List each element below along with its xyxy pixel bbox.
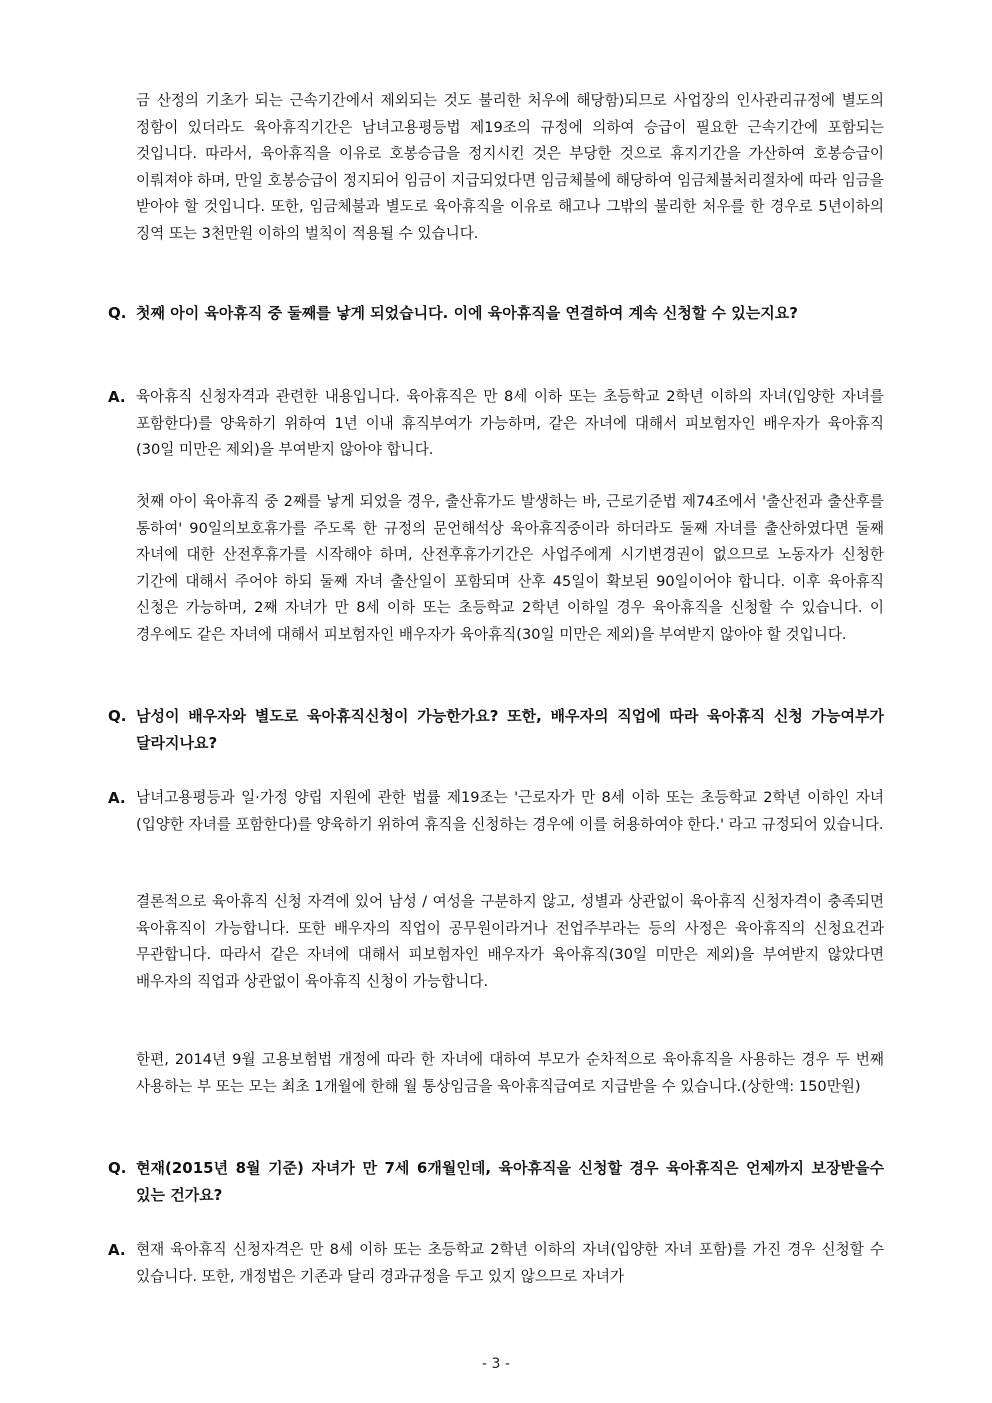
answer-1 [108,384,884,464]
question-2 [108,703,884,757]
answer-marker: A. [108,388,126,406]
question-2-text: 남성이 배우자와 별도로 육아휴직신청이 가능한가요? 또한, 배우자의 직업에 따라 육아휴직 신청 가능여부가 달라지나요? [136,707,884,752]
intro-paragraph: 금 산정의 기초가 되는 근속기간에서 제외되는 것도 불리한 처우에 해당함)되므로 사업장의 인사관리규정에 별도의 정함이 있더라도 육아휴직기간은 남녀고용평등법 제19조의 규정에 의하여 승급이 필요한 근속기간에 포함되는 것입니다. 따라서, 육아휴직을 이유로 호봉승급을 정지시킨 것은 부당한 것으로 휴지기간을 가산하여 호봉승급이 이뤄져야 하며, 만일 호봉승급이 정지되어 임금이 지급되었다면 임금체불에 해당하여 임금체불처리절차에 따라 임금을 받아야 할 것입니다. 또한, 임금체불과 별도로 육아휴직을 이유로 해고나 그밖의 불리한 처우를 한 경우로 5년이하의 징역 또는 3천만원 이하의 벌칙이 적용될 수 있습니다. [136,92,885,242]
question-3 [108,1155,884,1209]
question-marker: Q. [108,707,127,725]
question-marker: Q. [108,1159,127,1177]
answer-3-text: 현재 육아휴직 신청자격은 만 8세 이하 또는 초등학교 2학년 이하의 자녀(입양한 자녀 포함)를 가진 경우 신청할 수 있습니다. 또한, 개정법은 기존과 달리 경과규정을 두고 있지 않으므로 자녀가 [136,1241,884,1285]
answer-2-paragraph-3: 한편, 2014년 9월 고용보험법 개정에 따라 한 자녀에 대하여 부모가 순차적으로 육아휴직을 사용하는 경우 두 번째 사용하는 부 또는 모는 최초 1개월에 한해 월 통상임금을 육아휴직급여로 지급받을 수 있습니다.(상한액: 150만원) [136,1051,884,1095]
question-3-text: 현재(2015년 8월 기준) 자녀가 만 7세 6개월인데, 육아휴직을 신청할 경우 육아휴직은 언제까지 보장받을수 있는 건가요? [136,1159,884,1204]
answer-1-paragraph-2: 첫째 아이 육아휴직 중 2째를 낳게 되었을 경우, 출산휴가도 발생하는 바, 근로기준법 제74조에서 '출산전과 출산후를 통하여' 90일의보호휴가를 주도록 한 규정의 문언해석상 육아휴직중이라 하더라도 둘째 자녀를 출산하였다면 둘째 자녀에 대한 산전후휴가를 시작해야 하며, 산전후휴가기간은 사업주에게 시기변경권이 없으므로 노동자가 신청한 기간에 대해서 주어야 하되 둘째 자녀 출산일이 포함되며 산후 45일이 확보된 90일이어야 합니다. 이후 육아휴직 신청은 가능하며, 2째 자녀가 만 8세 이하 또는 초등학교 2학년 이하일 경우 육아휴직을 신청할 수 있습니다. 이 경우에도 같은 자녀에 대해서 피보험자인 배우자가 육아휴직(30일 미만은 제외)을 부여받지 않아야 할 것입니다. [136,493,884,643]
question-1-text: 첫째 아이 육아휴직 중 둘째를 낳게 되었습니다. 이에 육아휴직을 연결하여 계속 신청할 수 있는지요? [136,304,798,322]
question-marker: Q. [108,304,127,322]
answer-2 [108,785,884,838]
answer-2-text: 남녀고용평등과 일·가정 양립 지원에 관한 법률 제19조는 '근로자가 만 8세 이하 또는 초등학교 2학년 이하인 자녀(입양한 자녀를 포함한다)를 양육하기 위하여 휴직을 신청하는 경우에 이를 허용하여야 한다.' 라고 규정되어 있습니다. [136,789,884,833]
question-1 [108,300,884,327]
answer-1-text: 육아휴직 신청자격과 관련한 내용입니다. 육아휴직은 만 8세 이하 또는 초등학교 2학년 이하의 자녀(입양한 자녀를 포함한다)를 양육하기 위하여 1년 이내 휴직부여가 가능하며, 같은 자녀에 대해서 피보험자인 배우자가 육아휴직(30일 미만은 제외)을 부여받지 않아야 합니다. [136,388,884,459]
answer-marker: A. [108,789,126,807]
answer-2-paragraph-2: 결론적으로 육아휴직 신청 자격에 있어 남성 / 여성을 구분하지 않고, 성별과 상관없이 육아휴직 신청자격이 충족되면 육아휴직이 가능합니다. 또한 배우자의 직업이 공무원이라거나 전업주부라는 등의 사정은 육아휴직의 신청요건과 무관합니다. 따라서 같은 자녀에 대해서 피보험자인 배우자가 육아휴직(30일 미만은 제외)을 부여받지 않았다면 배우자의 직업과 상관없이 육아휴직 신청이 가능합니다. [136,893,884,990]
answer-3 [108,1237,884,1290]
answer-marker: A. [108,1241,126,1259]
page-number: - 3 - [482,1356,510,1372]
